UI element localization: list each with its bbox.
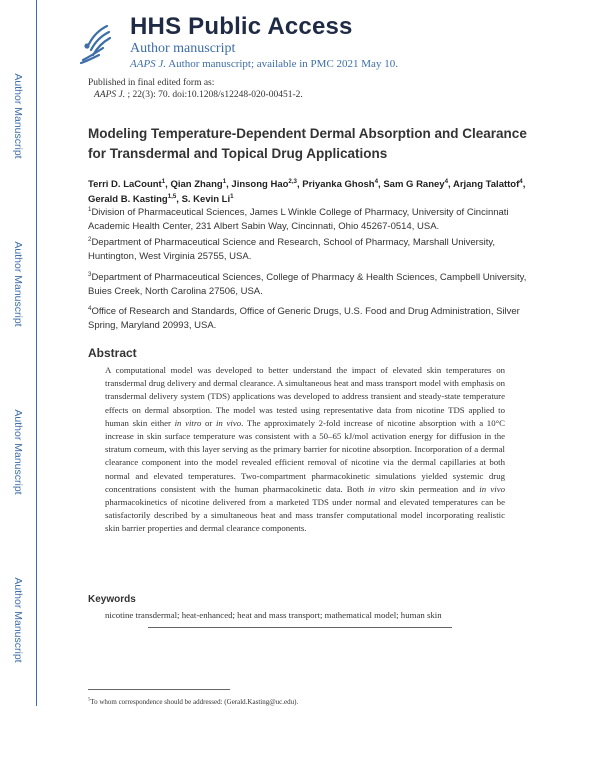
author-list	[88, 177, 528, 207]
hhs-logo-icon	[77, 22, 113, 66]
affiliation	[88, 206, 528, 234]
author-affiliation-mark: 2,3	[288, 177, 297, 185]
author-separator: ,	[378, 179, 384, 190]
header-citation	[130, 58, 398, 70]
sidebar-label: Author Manuscript	[12, 577, 24, 663]
author-affiliation-mark: 4	[444, 177, 449, 185]
publication-journal: AAPS J.	[94, 90, 126, 100]
abstract-italic-term: in vivo	[215, 417, 242, 428]
paper-title: Modeling Temperature-Dependent Dermal Absorption and Clearance for Transdermal and Topical Drug Applications	[88, 126, 527, 161]
author-separator: ,	[165, 179, 171, 190]
author-separator: ,	[176, 194, 182, 205]
affiliation	[88, 236, 528, 264]
author-name: Qian Zhang	[170, 179, 223, 190]
author-separator: ,	[226, 179, 232, 190]
author-name: Arjang Talattof	[452, 179, 520, 190]
footnote-text: To whom correspondence should be addressed: (Gerald.Kasting@uc.edu).	[90, 698, 299, 706]
publication-citation-text: ; 22(3): 70. doi:10.1208/s12248-020-00451-2.	[125, 90, 303, 100]
abstract-text-run: A computational model was developed to better understand the impact of elevated skin temperatures on transdermal drug delivery and dermal clearance. A simultaneous heat and mass transport model with emphasis on transdermal delivery system (TDS) applications was developed to address transient and steady-state temperature effects on dermal absorption. The model was tested using representative data from nicotine TDS applied to human skin either	[105, 365, 505, 428]
published-form-label: Published in final edited form as:	[88, 78, 215, 88]
affiliation-number: 3	[88, 270, 92, 278]
abstract-heading: Abstract	[88, 346, 137, 360]
author-separator: ,	[448, 179, 453, 190]
section-divider	[148, 627, 452, 628]
abstract-text-run: . The approximately 2-fold increase of nicotine absorption with a 10°C increase in skin surface temperature was consistent with a 50–65 kJ/mol activation energy for diffusion in the stratum corneum, with this layer serving as the primary barrier for nicotine absorption. Incorporation of a dermal clearance component into the model revealed efficient removal of nicotine via the dermal capillaries at both normal and elevated temperatures. Two-compartment pharmacokinetic simulations yielded systemic drug concentrations consistent with the human pharmacokinetic data. Both	[105, 417, 505, 494]
footnote-rule	[88, 689, 230, 690]
author-manuscript-sidebar	[0, 0, 37, 706]
abstract-text-run: pharmacokinetics of nicotine delivered from a marketed TDS under normal and elevated temperatures can be satisfactorily described by a simultaneous heat and mass transfer computational model incorporating realistic skin barrier properties and dermal clearance components.	[105, 497, 505, 534]
affiliation-text: Division of Pharmaceutical Sciences, James L Winkle College of Pharmacy, University of Cincinnati Academic Health Center, 231 Albert Sabin Way, Cincinnati, Ohio 45267-0514, USA.	[88, 207, 509, 232]
footnote	[88, 698, 298, 706]
abstract-italic-term: in vitro	[174, 417, 202, 428]
publication-citation	[94, 90, 303, 100]
affiliation	[88, 271, 528, 299]
author-affiliation-mark: 1	[222, 177, 227, 185]
header-citation-journal: AAPS J.	[130, 58, 167, 70]
author-affiliation-mark: 1	[230, 192, 234, 200]
header-subtitle: Author manuscript	[130, 41, 236, 56]
header-title: HHS Public Access	[130, 13, 353, 40]
affiliation	[88, 305, 528, 333]
footnote-mark: 5	[88, 696, 91, 702]
keywords-text: nicotine transdermal; heat-enhanced; heat and mass transport; mathematical model; human skin	[105, 610, 442, 620]
author-affiliation-mark: 4	[519, 177, 523, 185]
author-separator: ,	[522, 179, 526, 190]
author-name: Sam G Raney	[383, 179, 445, 190]
affiliation-number: 1	[88, 205, 92, 213]
affiliation-number: 4	[88, 304, 92, 312]
sidebar-label: Author Manuscript	[12, 409, 24, 495]
affiliation-number: 2	[88, 235, 92, 243]
author-name: Gerald B. Kasting	[88, 194, 168, 205]
abstract-italic-term: in vivo	[479, 483, 506, 494]
author-separator: ,	[296, 179, 303, 190]
keywords-heading: Keywords	[88, 594, 136, 605]
header-citation-text: Author manuscript; available in PMC 2021 May 10.	[166, 58, 398, 70]
affiliation-text: Office of Research and Standards, Office of Generic Drugs, U.S. Food and Drug Administration, Silver Spring, Maryland 20993, USA.	[88, 306, 520, 331]
abstract-italic-term: in vitro	[368, 483, 396, 494]
abstract-text-run: or	[201, 417, 216, 428]
author-name: Terri D. LaCount	[88, 179, 162, 190]
author-name: Priyanka Ghosh	[302, 179, 375, 190]
author-affiliation-mark: 4	[374, 177, 379, 185]
affiliation-text: Department of Pharmaceutical Science and Research, School of Pharmacy, Marshall University, Huntington, West Virginia 25755, USA.	[88, 237, 496, 262]
abstract-text-run: skin permeation and	[395, 483, 480, 494]
author-name: Jinsong Hao	[231, 179, 289, 190]
abstract-text	[105, 364, 505, 536]
sidebar-label: Author Manuscript	[12, 241, 24, 327]
author-affiliation-mark: 1	[161, 177, 166, 185]
author-affiliation-mark: 1,5	[167, 192, 177, 200]
affiliation-text: Department of Pharmaceutical Sciences, College of Pharmacy & Health Sciences, Campbell University, Buies Creek, North Carolina 27506, USA.	[88, 272, 527, 297]
sidebar-label: Author Manuscript	[12, 73, 24, 159]
author-name: S. Kevin Li	[181, 194, 231, 205]
